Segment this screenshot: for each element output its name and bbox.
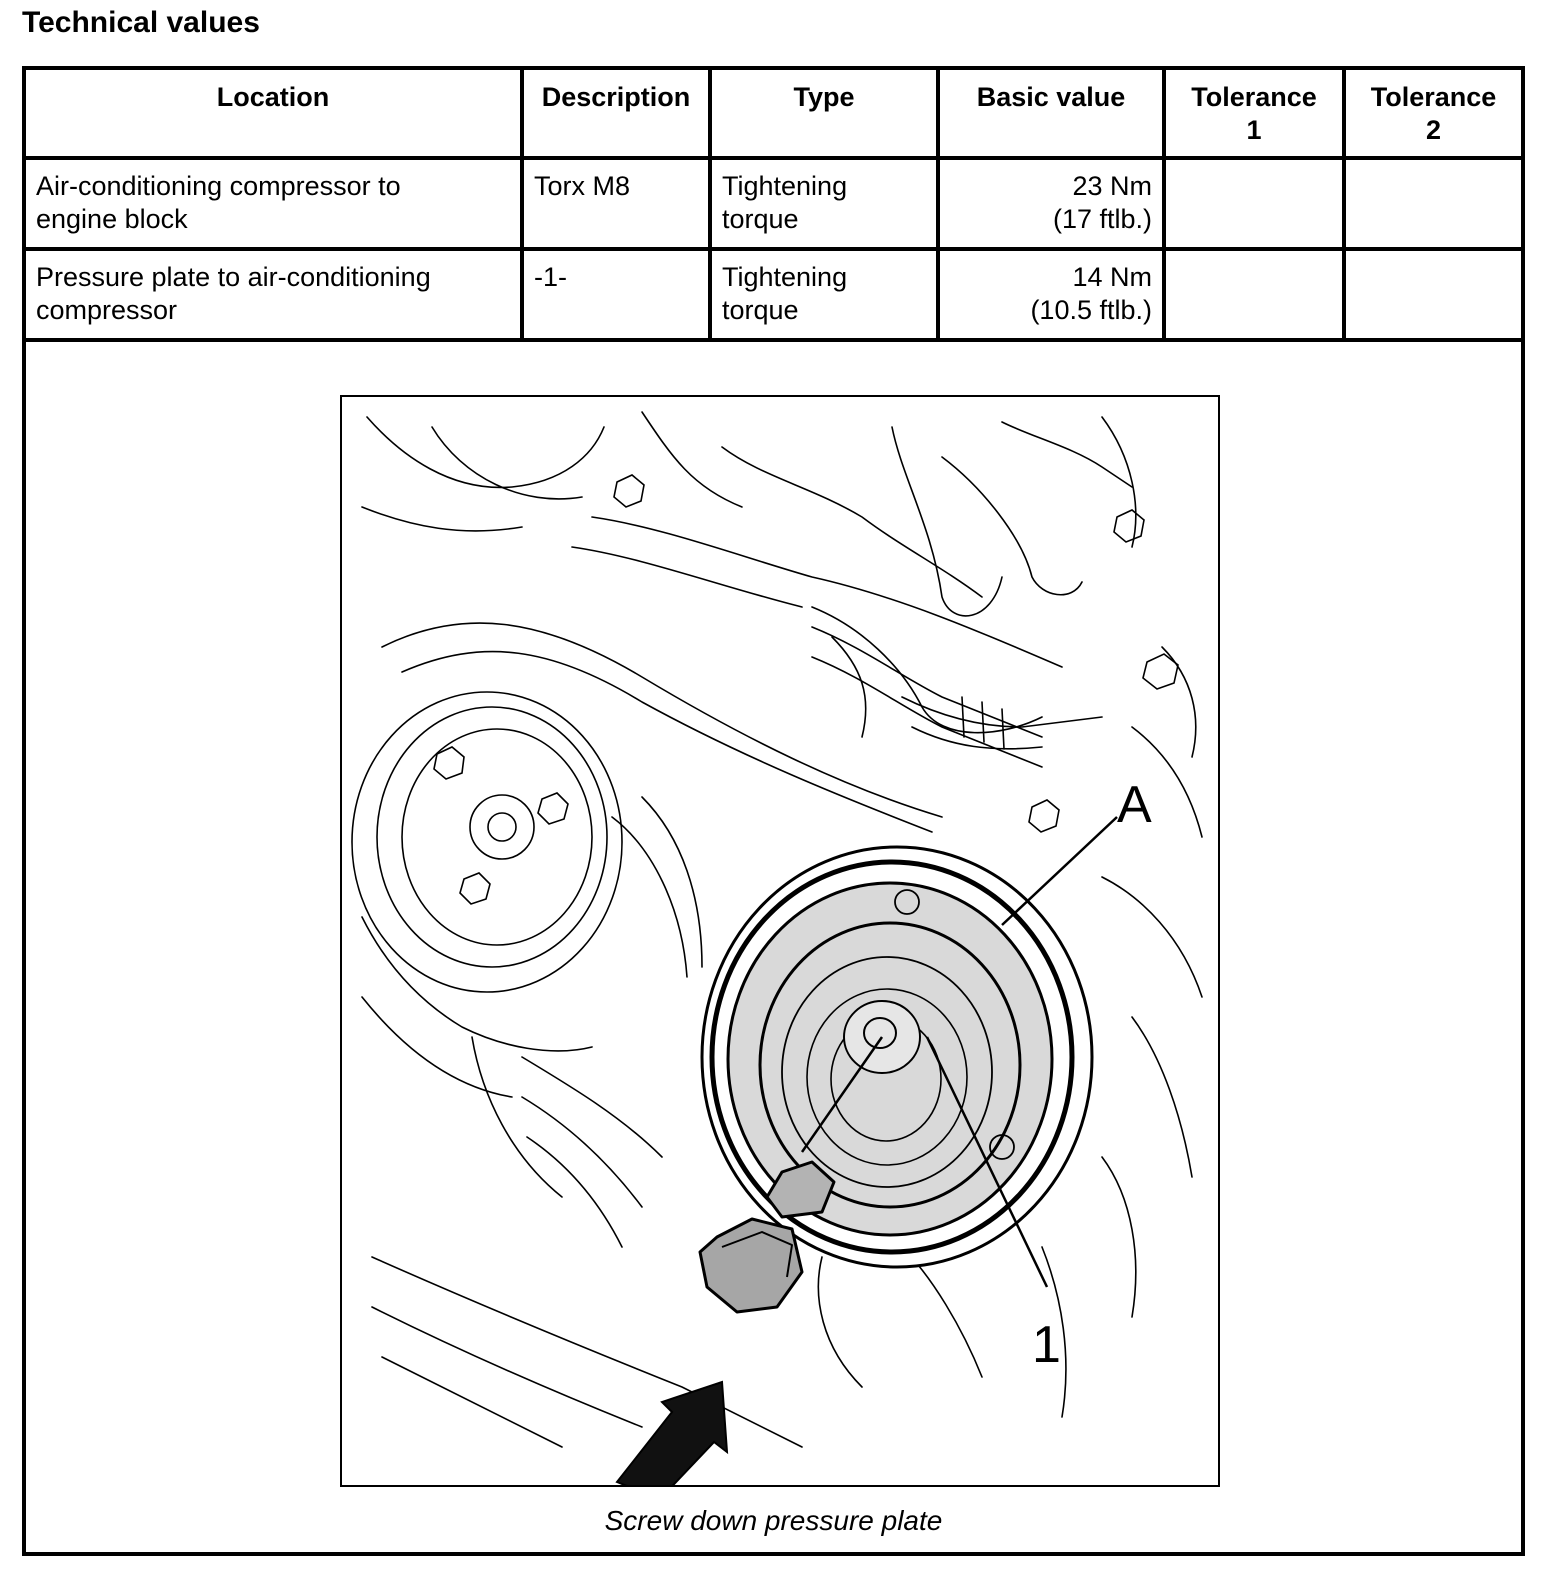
header-tolerance-1: Tolerance 1 <box>1164 70 1344 158</box>
technical-values-frame <box>22 66 1525 1556</box>
cell-type: Tightening torque <box>710 249 938 340</box>
callout-label-1: 1 <box>1032 1316 1061 1374</box>
cell-type: Tightening torque <box>710 158 938 249</box>
header-basic-value: Basic value <box>938 70 1164 158</box>
cell-description: -1- <box>522 249 710 340</box>
header-location: Location <box>26 70 522 158</box>
cell-tolerance-1 <box>1164 249 1344 340</box>
table-row <box>26 158 1521 249</box>
figure-caption: Screw down pressure plate <box>604 1505 943 1536</box>
cell-basic-value: 14 Nm (10.5 ftlb.) <box>938 249 1164 340</box>
cell-tolerance-2 <box>1344 158 1521 249</box>
cell-basic-value: 23 Nm (17 ftlb.) <box>938 158 1164 249</box>
technical-values-table <box>26 70 1521 342</box>
header-type: Type <box>710 70 938 158</box>
compressor-illustration <box>340 395 1220 1487</box>
engine-line-drawing <box>342 397 1218 1485</box>
table-header-row <box>26 70 1521 158</box>
header-tolerance-2: Tolerance 2 <box>1344 70 1521 158</box>
table-row <box>26 249 1521 340</box>
cell-location: Air-conditioning compressor to engine block <box>26 158 522 249</box>
header-description: Description <box>522 70 710 158</box>
callout-label-a: A <box>1117 776 1152 834</box>
section-heading: Technical values <box>22 6 260 39</box>
cell-tolerance-1 <box>1164 158 1344 249</box>
cell-location: Pressure plate to air-conditioning compressor <box>26 249 522 340</box>
cell-description: Torx M8 <box>522 158 710 249</box>
cell-tolerance-2 <box>1344 249 1521 340</box>
